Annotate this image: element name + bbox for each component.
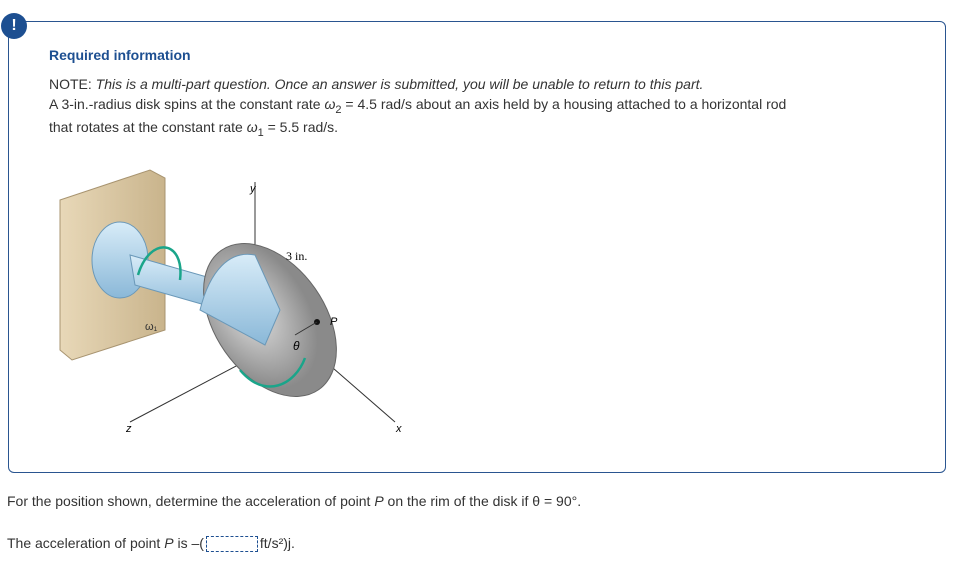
note-text: This is a multi-part question. Once an answer is submitted, you will be unable to return to this part. <box>95 76 704 92</box>
note <box>49 74 703 94</box>
text: that rotates at the constant rate <box>49 119 247 135</box>
answer-input[interactable] <box>206 536 258 552</box>
note-label: NOTE: <box>49 76 92 92</box>
unit: ft/s²)j. <box>259 535 295 551</box>
required-info-heading: Required information <box>49 47 191 63</box>
omega1-label: ω₁ <box>145 321 158 333</box>
omega1-sub: 1 <box>257 127 264 139</box>
omega2-label: ω₂ <box>296 396 309 408</box>
y-label: y <box>250 183 256 195</box>
disk-figure <box>50 160 430 450</box>
theta-label: θ <box>293 339 300 353</box>
x-label: x <box>396 423 402 435</box>
text: is –( <box>173 535 204 551</box>
omega2-sub: 2 <box>335 104 342 116</box>
p: P <box>164 535 174 551</box>
omega2: ω <box>324 96 336 112</box>
z-label: z <box>126 423 132 435</box>
text: = 5.5 rad/s. <box>263 119 339 135</box>
alert-icon: ! <box>1 13 27 39</box>
radius-label: 3 in. <box>286 249 308 263</box>
text: on the rim of the disk if θ = 90°. <box>383 493 582 509</box>
omega1: ω <box>246 119 258 135</box>
question <box>7 493 581 509</box>
problem-line-2 <box>49 117 338 143</box>
text: For the position shown, determine the acceleration of point <box>7 493 375 509</box>
text: The acceleration of point <box>7 535 165 551</box>
p-label: P <box>330 316 338 328</box>
text: A 3-in.-radius disk spins at the constant rate <box>49 96 325 112</box>
text: = 4.5 rad/s about an axis held by a housing attached to a horizontal rod <box>341 96 787 112</box>
p: P <box>374 493 384 509</box>
answer-line <box>7 535 295 552</box>
